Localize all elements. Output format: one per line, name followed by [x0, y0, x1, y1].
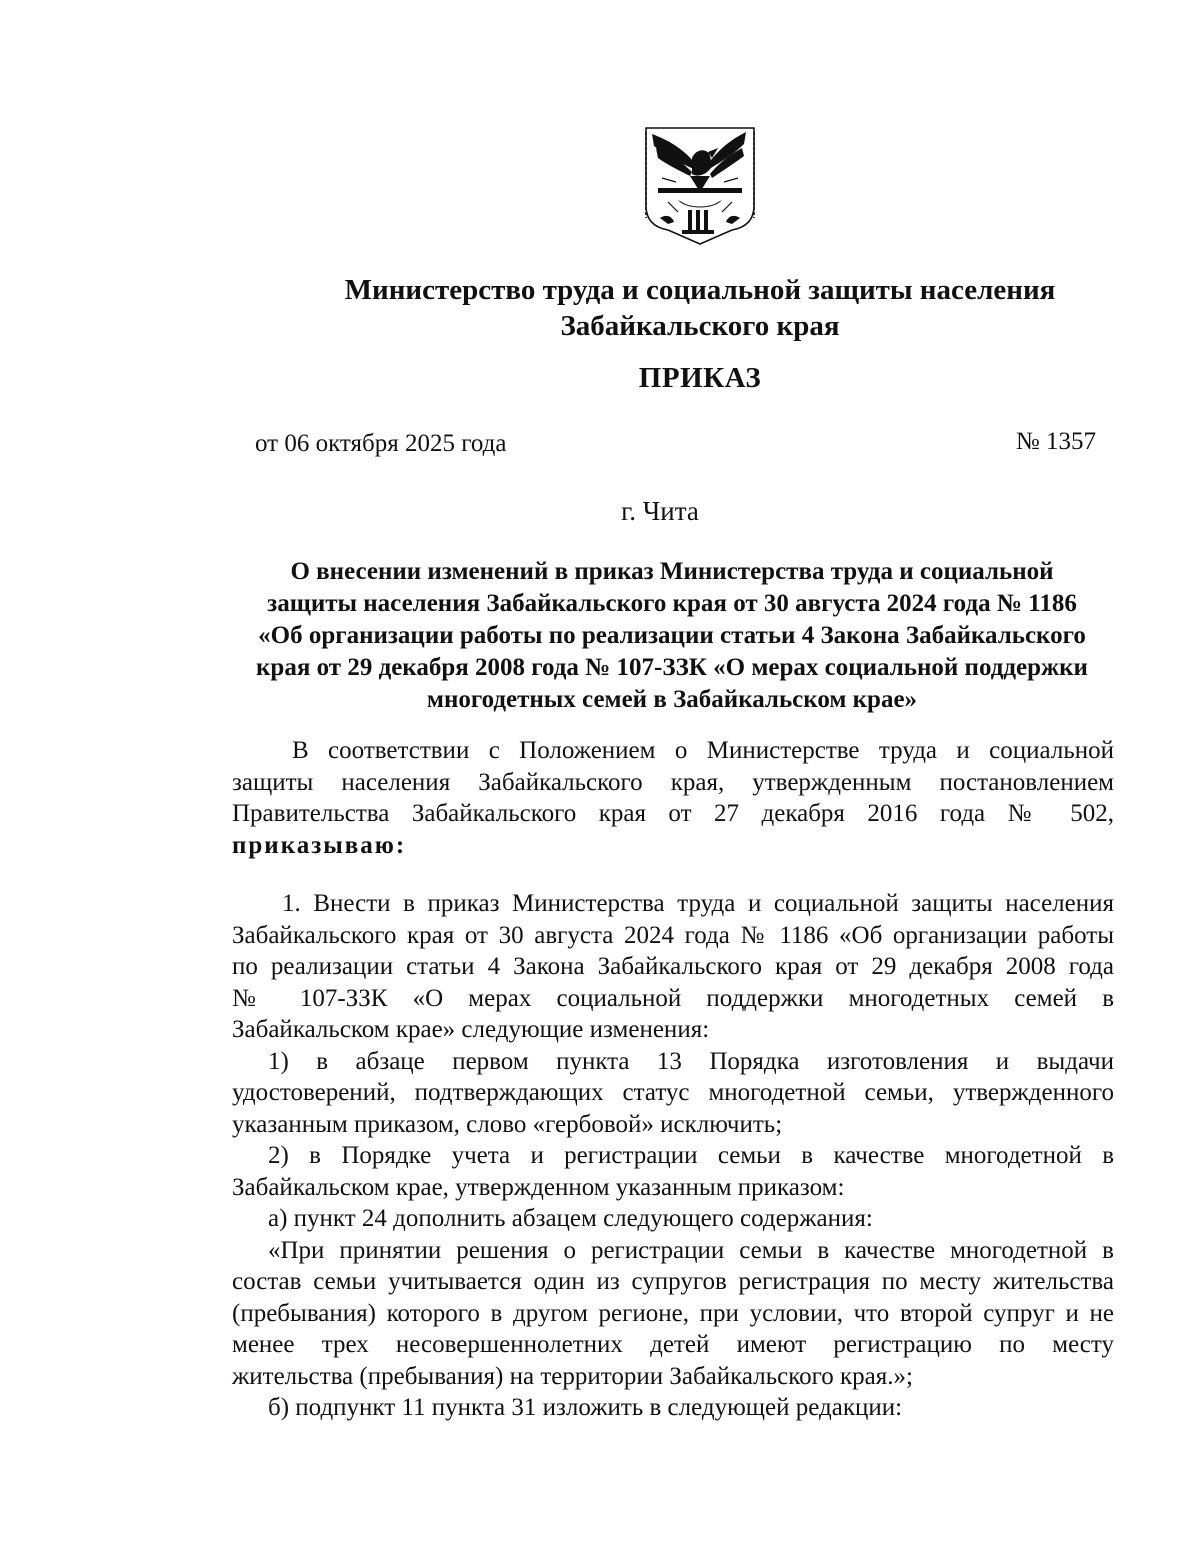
subject-line: защиты населения Забайкальского края от 30 августа 2024 года № 1186 — [267, 590, 1077, 617]
ministry-name — [280, 272, 1120, 344]
body-line: Забайкальском крае, утвержденном указанным приказом: — [232, 1173, 845, 1201]
decree-word: приказываю: — [232, 831, 407, 859]
body-line: по реализации статьи 4 Закона Забайкальского края от 29 декабря 2008 года — [232, 953, 1114, 980]
body-line: Забайкальском крае» следующие изменения: — [232, 1016, 710, 1043]
preamble-paragraph — [232, 735, 1114, 861]
body-line: жительства (пребывания) на территории Забайкальского края.»; — [232, 1362, 913, 1390]
subject-line: О внесении изменений в приказ Министерства труда и социальной — [290, 558, 1054, 585]
coat-of-arms-emblem — [638, 118, 762, 250]
body-line: 2) в Порядке учета и регистрации семьи в качестве многодетной в — [268, 1142, 1114, 1169]
order-body — [232, 888, 1114, 1424]
body-line: 1. Внести в приказ Министерства труда и социальной защиты населения — [282, 890, 1114, 917]
body-line: менее трех несовершеннолетних детей имеют регистрацию по месту — [232, 1331, 1114, 1358]
body-line: б) подпункт 11 пункта 31 изложить в следующей редакции: — [268, 1394, 903, 1421]
ministry-name-line1: Министерство труда и социальной защиты населения — [344, 274, 1056, 306]
preamble-line: защиты населения Забайкальского края, утвержденным постановлением — [232, 768, 1114, 796]
order-subject — [222, 556, 1122, 716]
order-date: от 06 октября 2025 года — [255, 430, 507, 457]
body-line: 1) в абзаце первом пункта 13 Порядка изготовления и выдачи — [268, 1047, 1114, 1075]
order-number: № 1357 — [1015, 428, 1096, 455]
body-line: (пребывания) которого в другом регионе, при условии, что второй супруг и не — [232, 1299, 1114, 1327]
preamble-line: Правительства Забайкальского края от 27 декабря 2016 года № 502, — [232, 800, 1114, 827]
body-line: состав семьи учитывается один из супругов регистрация по месту жительства — [232, 1268, 1114, 1295]
ministry-name-line2: Забайкальского края — [560, 310, 840, 342]
subject-line: «Об организации работы по реализации статьи 4 Закона Забайкальского — [258, 622, 1086, 649]
subject-line: края от 29 декабря 2008 года № 107-ЗЗК «О мерах социальной поддержки — [256, 654, 1088, 681]
document-type-title: ПРИКАЗ — [638, 362, 762, 394]
body-line: а) пункт 24 дополнить абзацем следующего содержания: — [268, 1205, 873, 1232]
body-line: удостоверений, подтверждающих статус многодетной семьи, утвержденного — [232, 1079, 1114, 1106]
body-line: «При принятии решения о регистрации семьи в качестве многодетной в — [268, 1236, 1114, 1264]
preamble-line: В соответствии с Положением о Министерстве труда и социальной — [292, 737, 1114, 764]
body-line: Забайкальского края от 30 августа 2024 года № 1186 «Об организации работы — [232, 921, 1114, 949]
issue-city: г. Чита — [621, 496, 699, 526]
body-line: указанным приказом, слово «гербовой» исключить; — [232, 1110, 783, 1138]
body-line: № 107-ЗЗК «О мерах социальной поддержки многодетных семей в — [232, 984, 1114, 1012]
subject-line: многодетных семей в Забайкальском крае» — [426, 686, 918, 713]
